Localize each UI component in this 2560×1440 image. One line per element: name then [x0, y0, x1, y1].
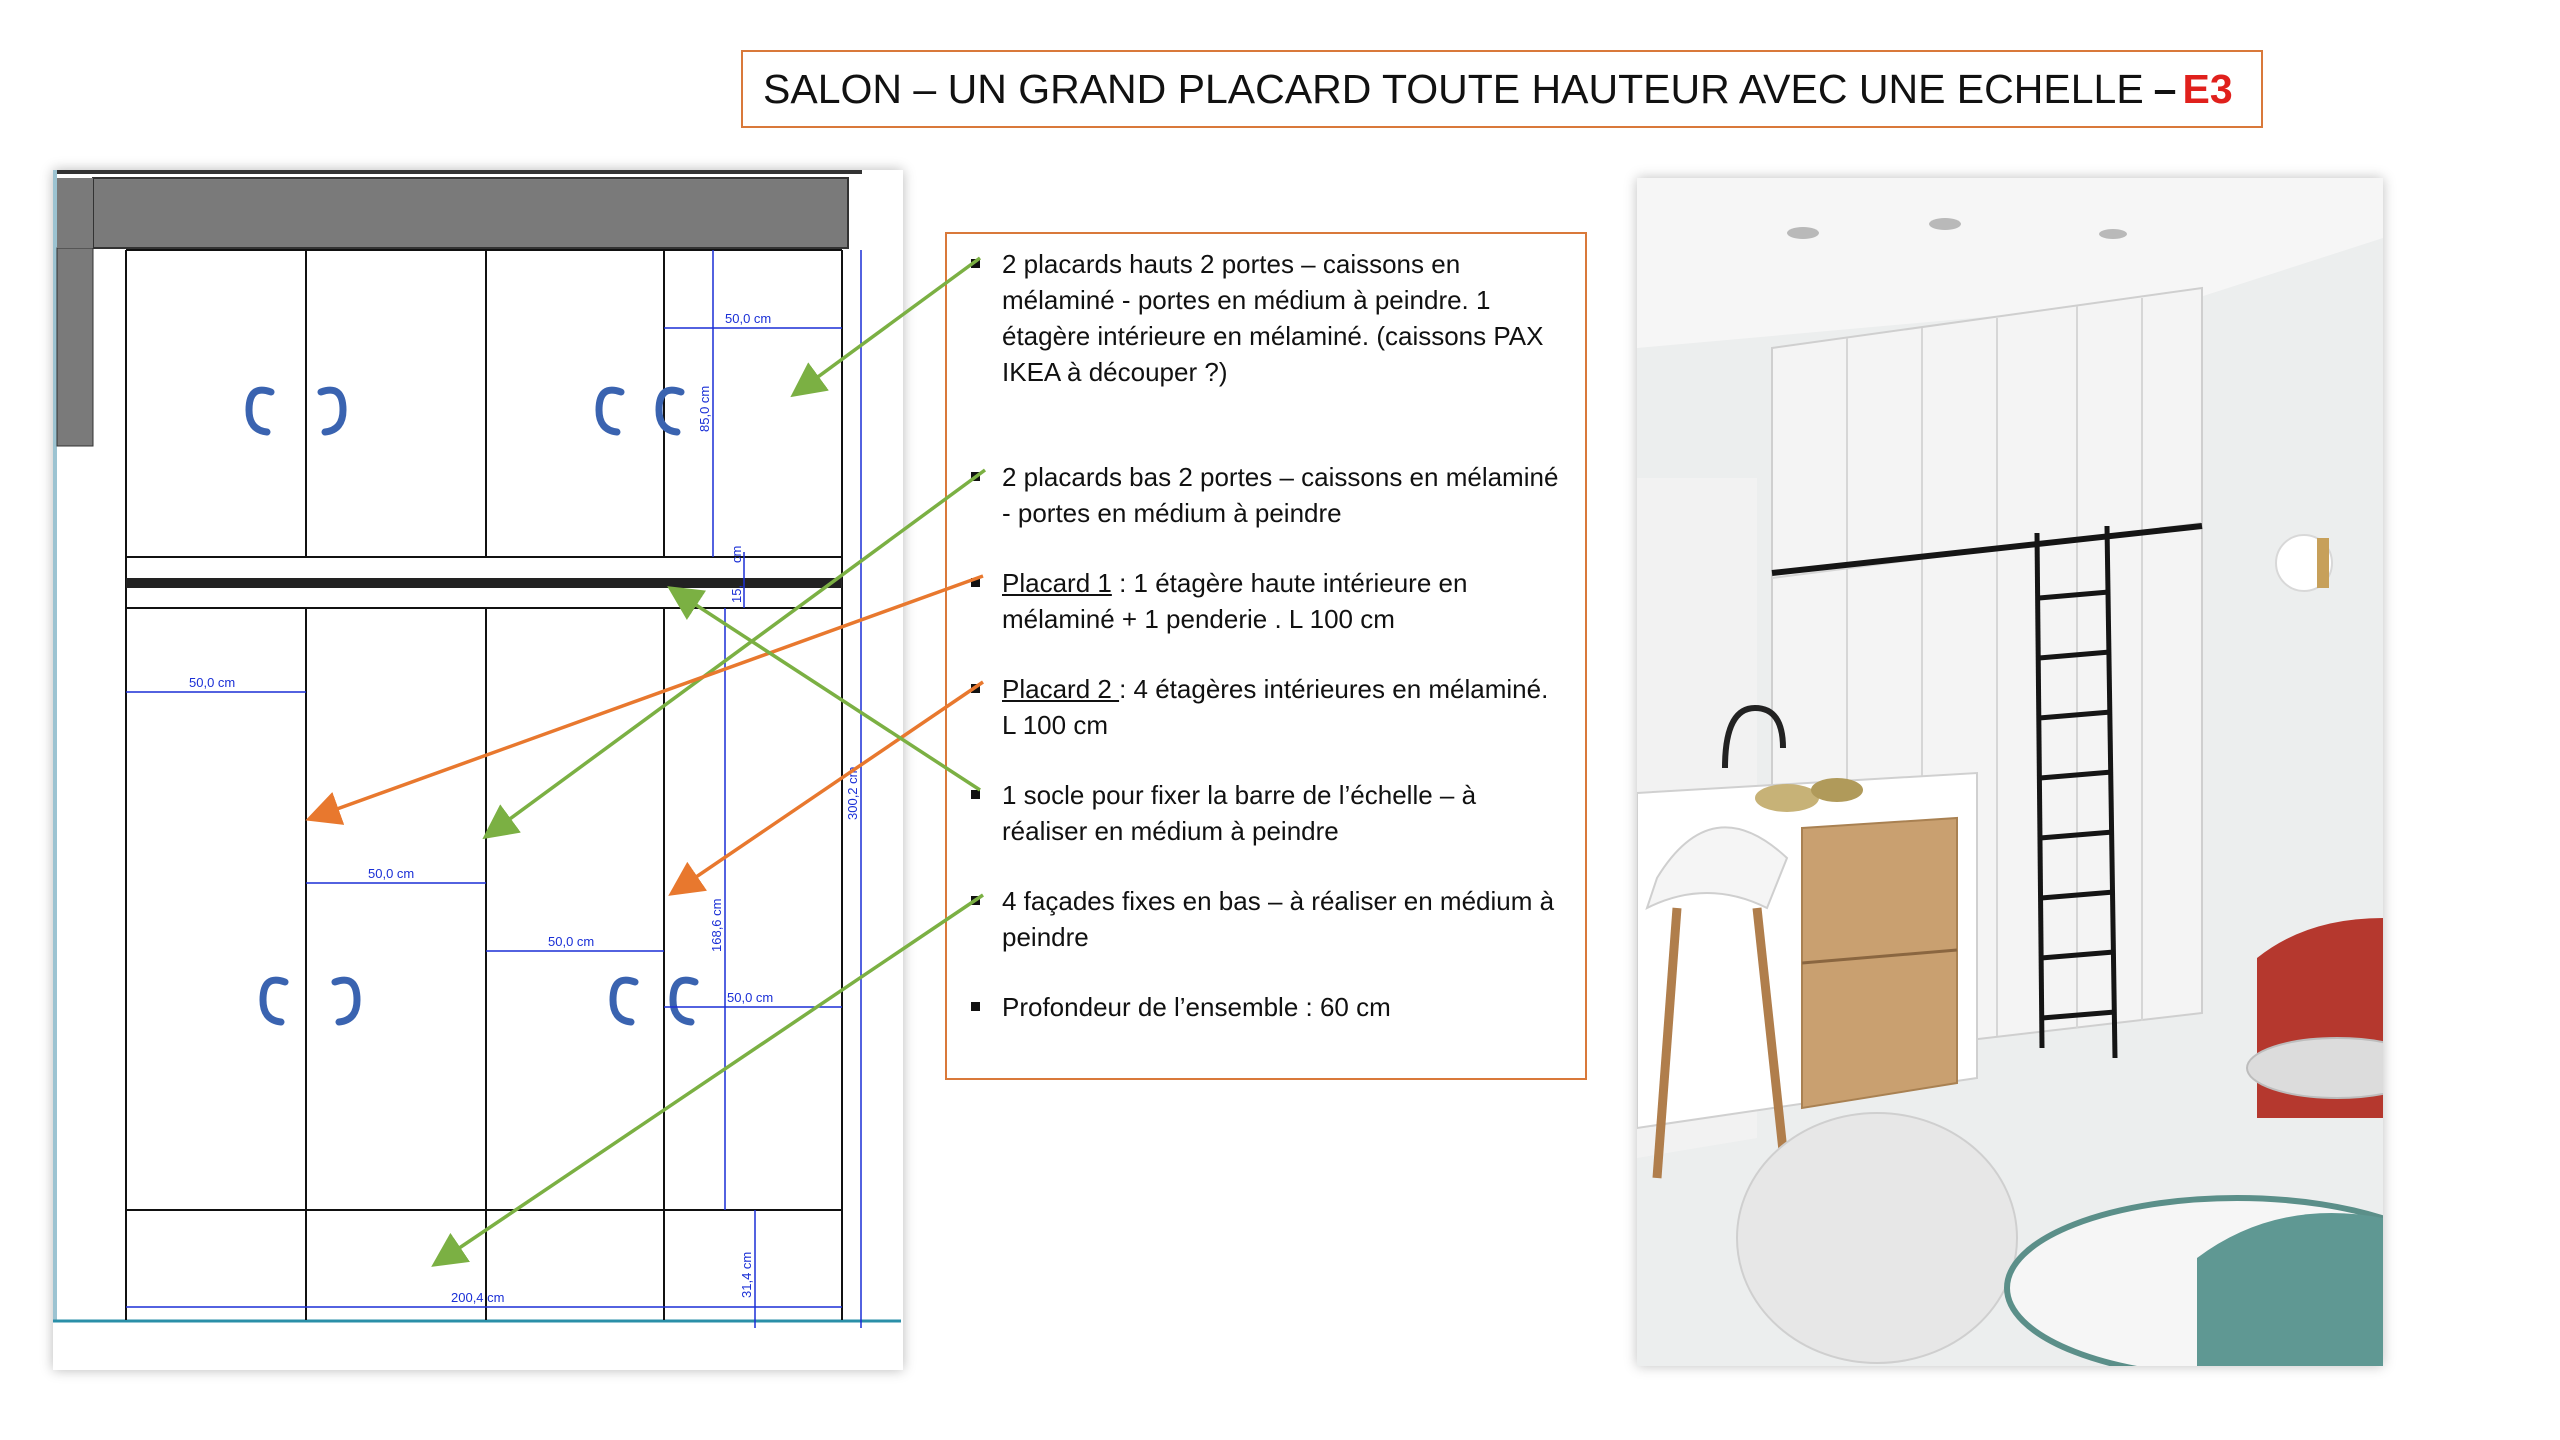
dim-socle-height: 15,: [729, 584, 744, 603]
title-separator: –: [2153, 65, 2177, 112]
note-text: Profondeur de l’ensemble : 60 cm: [1002, 992, 1391, 1022]
note-label: Placard 1: [1002, 568, 1112, 598]
bullet-icon: [971, 684, 980, 693]
left-wall-edge: [53, 170, 57, 1320]
bullet-icon: [971, 790, 980, 799]
dim-total-height: 300,2 cm: [845, 766, 860, 820]
spotlight-icon: [1787, 227, 1819, 239]
list-item: [1002, 565, 1562, 637]
render-svg: [1637, 178, 2383, 1366]
note-text: : 1 étagère haute intérieure en mélaminé + 1 penderie . L 100 cm: [1002, 568, 1468, 634]
note-text: 2 placards hauts 2 portes – caissons en mélaminé - portes en médium à peindre. 1 étagère intérieure en mélaminé. (caissons PAX IKEA à découper ?): [1002, 249, 1544, 387]
title-code: E3: [2182, 65, 2233, 112]
list-item: [1002, 459, 1562, 531]
dim-base-height: 31,4 cm: [739, 1251, 754, 1298]
specifications-box: [945, 232, 1587, 1080]
bullet-icon: [971, 896, 980, 905]
wooden-drawers: [1802, 818, 1957, 1108]
spotlight-icon: [1929, 218, 1961, 230]
title-text: SALON – UN GRAND PLACARD TOUTE HAUTEUR AVEC UNE ECHELLE: [763, 65, 2144, 112]
note-text: : 4 étagères intérieures en mélaminé. L 100 cm: [1002, 674, 1549, 740]
spotlight-icon: [2099, 229, 2127, 239]
list-item: [1002, 989, 1562, 1025]
page-title: [741, 50, 2263, 128]
wall-column: [57, 248, 93, 446]
list-item: [1002, 671, 1562, 743]
ceiling-line: [57, 170, 862, 174]
list-item: [1002, 883, 1562, 955]
dim-top-height: 85,0 cm: [697, 385, 712, 432]
bullet-icon: [971, 472, 980, 481]
dim-low-height: 168,6 cm: [709, 898, 724, 952]
bullet-icon: [971, 259, 980, 268]
cabinet-elevation-drawing: [53, 170, 903, 1370]
dim-low-width-4: 50,0 cm: [727, 990, 774, 1005]
pouf-icon: [1737, 1113, 2017, 1363]
dim-low-width-1: 50,0 cm: [189, 675, 236, 690]
dim-total-width: 200,4 cm: [451, 1290, 505, 1305]
dim-low-width-3: 50,0 cm: [548, 934, 595, 949]
note-label: Placard 2: [1002, 674, 1120, 704]
elevation-svg: [53, 170, 903, 1370]
note-text: 1 socle pour fixer la barre de l’échelle – à réaliser en médium à peindre: [1002, 780, 1477, 846]
ceiling-beam: [93, 178, 848, 248]
note-text: 4 façades fixes en bas – à réaliser en médium à peindre: [1002, 886, 1555, 952]
bowl-icon: [1811, 778, 1863, 802]
bowl-icon: [1755, 784, 1819, 812]
dim-low-width-2: 50,0 cm: [368, 866, 415, 881]
list-item: [1002, 777, 1562, 849]
dim-top-width: 50,0 cm: [725, 311, 772, 326]
bullet-icon: [971, 1002, 980, 1011]
lamp-bracket: [2317, 538, 2329, 588]
dim-socle-unit: cm: [729, 545, 744, 563]
bullet-icon: [971, 578, 980, 587]
wall-column-top: [57, 178, 93, 248]
room-render-image: [1637, 178, 2383, 1366]
note-text: 2 placards bas 2 portes – caissons en mélaminé - portes en médium à peindre: [1002, 462, 1559, 528]
list-item: [1002, 246, 1562, 390]
